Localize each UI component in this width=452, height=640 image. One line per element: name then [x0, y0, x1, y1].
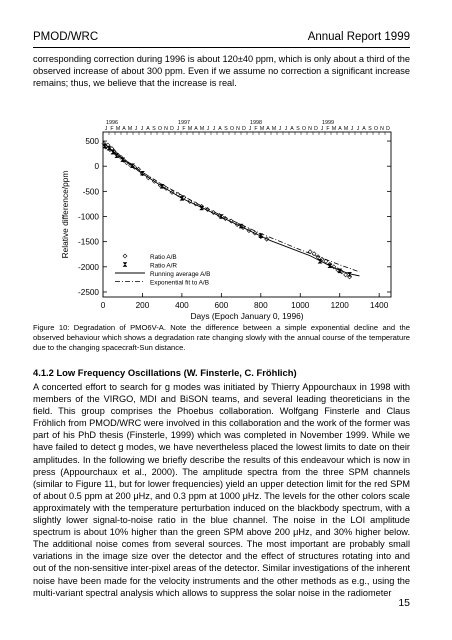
month-label: F — [110, 126, 114, 132]
data-point-ab — [344, 273, 348, 277]
month-label: S — [368, 126, 372, 132]
month-label: A — [362, 126, 366, 132]
figure-caption: Figure 10: Degradation of PMO6V-A. Note the difference between a simple exponential decline and the observed behaviour which shows a degradation rate changing slowly with the annual course of the temperature due to the changing spacecraft-Sun distance. — [33, 323, 410, 352]
exponential-fit-line — [103, 145, 359, 272]
month-label: D — [314, 126, 318, 132]
month-label: J — [206, 126, 210, 132]
x-tick-label: 1200 — [330, 301, 349, 310]
x-tick-label: 600 — [214, 301, 229, 310]
legend-label: Exponential fit to A/B — [150, 279, 209, 287]
month-label: J — [134, 126, 138, 132]
month-label: O — [229, 126, 235, 132]
month-label: A — [266, 126, 270, 132]
y-axis-label: Relative difference/ppm — [60, 170, 70, 259]
year-label: 1998 — [250, 120, 262, 126]
x-tick-label: 1000 — [291, 301, 310, 310]
y-tick-label: -1000 — [78, 212, 99, 222]
running-header-right: Annual Report 1999 — [307, 31, 410, 43]
year-label: 1996 — [106, 120, 118, 126]
month-label: D — [386, 126, 390, 132]
month-label: M — [331, 126, 337, 132]
y-tick-label: 0 — [94, 162, 99, 172]
year-label: 1999 — [322, 120, 334, 126]
month-label: J — [104, 126, 108, 132]
legend-marker-ar — [123, 263, 127, 267]
y-tick-label: -500 — [82, 187, 99, 197]
month-label: A — [338, 126, 342, 132]
month-label: A — [146, 126, 150, 132]
month-label: N — [308, 126, 312, 132]
y-tick-label: -2500 — [78, 287, 99, 297]
x-tick-label: 200 — [135, 301, 150, 310]
month-label: N — [164, 126, 168, 132]
month-label: A — [218, 126, 222, 132]
intro-paragraph: corresponding correction during 1996 is about 120±40 ppm, which is only about a third of the observed increase of about 300 ppm. Even if we assume no correction a significant increase remains; thus, we believe that the increase is real. — [33, 54, 410, 89]
year-label: 1997 — [178, 120, 190, 126]
legend-label: Ratio A/R — [150, 262, 177, 270]
month-label: J — [278, 126, 282, 132]
legend-marker-ab — [123, 254, 127, 258]
page-number: 15 — [398, 597, 410, 609]
x-tick-label: 800 — [253, 301, 268, 310]
month-label: A — [194, 126, 198, 132]
x-tick-label: 1400 — [370, 301, 389, 310]
y-tick-label: -1500 — [78, 237, 99, 247]
month-label: F — [254, 126, 258, 132]
month-label: S — [296, 126, 300, 132]
month-label: F — [326, 126, 330, 132]
month-label: M — [271, 126, 277, 132]
x-tick-label: 0 — [100, 301, 106, 310]
x-tick-label: 400 — [175, 301, 189, 310]
month-label: M — [343, 126, 349, 132]
month-label: M — [127, 126, 133, 132]
month-label: N — [380, 126, 384, 132]
running-average-line — [103, 143, 359, 276]
month-label: O — [157, 126, 163, 132]
month-label: A — [122, 126, 126, 132]
month-label: F — [182, 126, 186, 132]
month-label: M — [115, 126, 121, 132]
section-heading: 4.1.2 Low Frequency Oscillations (W. Finsterle, C. Fröhlich) — [33, 367, 297, 378]
month-label: J — [320, 126, 324, 132]
month-label: J — [176, 126, 180, 132]
month-label: O — [373, 126, 379, 132]
month-label: D — [170, 126, 174, 132]
month-label: M — [259, 126, 265, 132]
x-axis-label: Days (Epoch January 0, 1996) — [190, 311, 304, 321]
month-label: J — [356, 126, 360, 132]
month-label: M — [199, 126, 205, 132]
legend-label: Ratio A/B — [150, 254, 177, 261]
month-label: A — [290, 126, 294, 132]
month-label: J — [248, 126, 252, 132]
y-tick-label: -2000 — [78, 262, 99, 272]
month-label: N — [236, 126, 240, 132]
month-label: M — [187, 126, 193, 132]
month-label: S — [152, 126, 156, 132]
month-label: D — [242, 126, 246, 132]
month-label: S — [224, 126, 228, 132]
legend-label: Running average A/B — [150, 271, 211, 278]
y-tick-label: 500 — [85, 137, 99, 147]
month-label: J — [284, 126, 288, 132]
running-header-left: PMOD/WRC — [33, 31, 99, 43]
month-label: J — [212, 126, 216, 132]
body-paragraph: A concerted effort to search for g modes was initiated by Thierry Appourchaux in 1998 with members of the VIRGO, MDI and BiSON teams, and several leading theoreticians in the field. This group comprises the Phoebus collaboration. Wolfgang Finsterle and Claus Fröhlich from PMOD/WRC were involved in this collaboration and the work of the former was part of his PhD thesis (Finsterle, 1999) which was completed in November 1999. While we have failed to detect g modes, we have nevertheless placed the lowest limits to date on their amplitudes. In the following we briefly describe the results of this endeavour which is now in press (Appourchaux et al., 2000). The amplitude spectra from the three SPM channels (similar to Figure 11, but for lower frequencies) yield an upper detection limit for the red SPM of about 0.5 ppm at 200 μHz, and 0.3 ppm at 1000 μHz. The levels for the other colors scale approximately with the temperature perturbation induced on the blackbody spectrum, with a slightly lower signal-to-noise ratio in the blue channel. The noise in the LOI amplitude spectrum is about 10% higher than the green SPM above 200 μHz, and 30% higher below. The additional noise comes from several sources. The most important are probably small variations in the image size over the detector and the effect of structures rotating into and out of the non-sensitive inter-pixel areas of the detector. Similar investigations of the inherent noise have been made for the velocity instruments and the other methods as e.g., using the multi-variant spectral analysis which allows to suppress the solar noise in the radiometer — [33, 382, 410, 598]
month-label: J — [140, 126, 144, 132]
month-label: O — [301, 126, 307, 132]
month-label: J — [350, 126, 354, 132]
